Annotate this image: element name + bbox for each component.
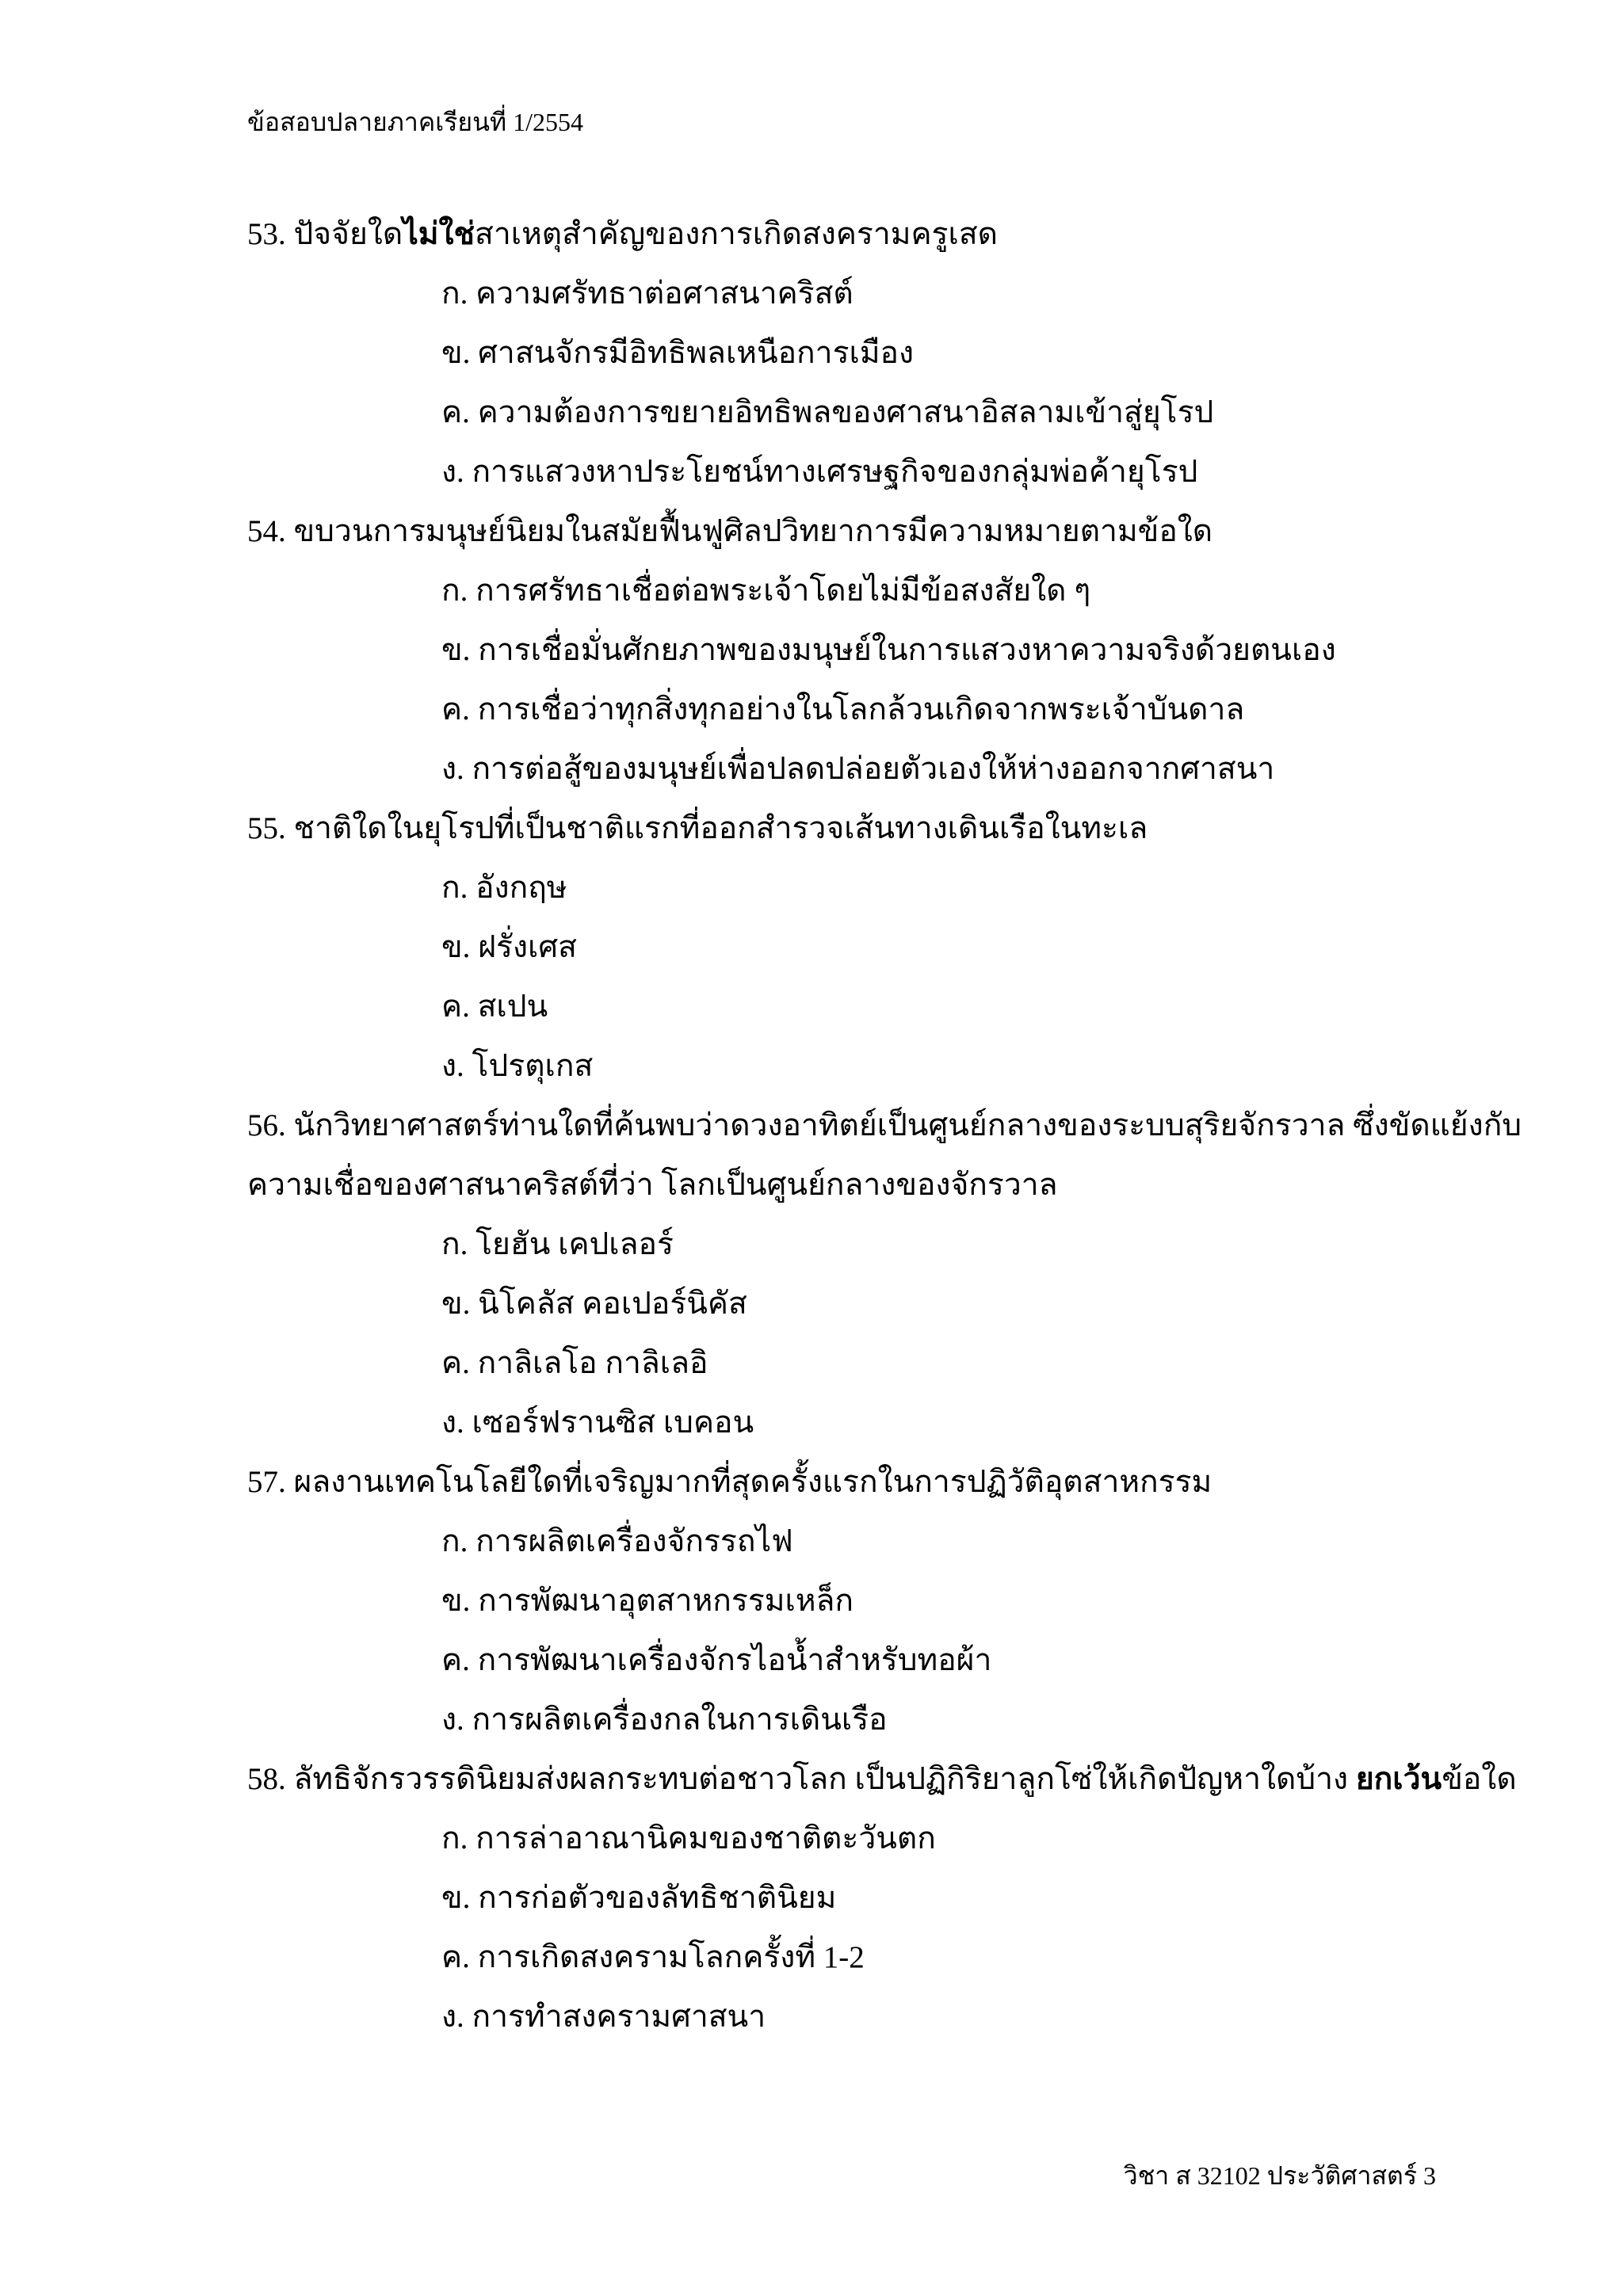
option-c: ค. การเกิดสงครามโลกครั้งที่ 1-2 — [441, 1940, 865, 1974]
question-text-part: 54. ขบวนการมนุษย์นิยมในสมัยฟื้นฟูศิลปวิทยาการมีความหมายตามข้อใด — [247, 514, 1213, 548]
question-text-part: 57. ผลงานเทคโนโลยีใดที่เจริญมากที่สุดครั้งแรกในการปฏิวัติอุตสาหกรรม — [247, 1465, 1212, 1499]
question-text-part: 53. ปัจจัยใด — [247, 217, 403, 251]
option-b: ข. ศาสนจักรมีอิทธิพลเหนือการเมือง — [441, 336, 915, 370]
question-emphasis: ยกเว้น — [1355, 1762, 1442, 1796]
question-text-continued — [247, 1155, 1452, 1215]
page-footer: วิชา ส 32102 ประวัติศาสตร์ 3 — [1123, 2161, 1436, 2190]
question-emphasis: ไม่ใช่ — [403, 217, 475, 251]
question-text — [247, 502, 1452, 561]
option-c: ค. กาลิเลโอ กาลิเลอิ — [441, 1346, 708, 1380]
option-a: ก. โยฮัน เคปเลอร์ — [441, 1227, 674, 1261]
option-c: ค. ความต้องการขยายอิทธิพลของศาสนาอิสลามเข้าสู่ยุโรป — [441, 395, 1214, 429]
question-text-part: ความเชื่อของศาสนาคริสต์ที่ว่า โลกเป็นศูนย์กลางของจักรวาล — [247, 1168, 1058, 1202]
option-d: ง. โปรตุเกส — [441, 1049, 594, 1083]
question-text-part: ข้อใด — [1442, 1762, 1517, 1796]
option-d: ง. การทำสงครามศาสนา — [441, 2000, 766, 2034]
option-b: ข. การเชื่อมั่นศักยภาพของมนุษย์ในการแสวงหาความจริงด้วยตนเอง — [441, 633, 1336, 667]
option-d: ง. การแสวงหาประโยชน์ทางเศรษฐกิจของกลุ่มพ่อค้ายุโรป — [441, 455, 1198, 489]
option-c: ค. สเปน — [441, 990, 548, 1024]
option-c: ค. การเชื่อว่าทุกสิ่งทุกอย่างในโลกล้วนเกิดจากพระเจ้าบันดาล — [441, 692, 1245, 727]
question-text-part: 56. นักวิทยาศาสตร์ท่านใดที่ค้นพบว่าดวงอาทิตย์เป็นศูนย์กลางของระบบสุริยจักรวาล ซึ่งขัดแย้งกับ — [247, 1108, 1522, 1142]
option-d: ง. การต่อสู้ของมนุษย์เพื่อปลดปล่อยตัวเองให้ห่างออกจากศาสนา — [441, 752, 1275, 786]
option-b: ข. ฝรั่งเศส — [441, 930, 577, 964]
question-list — [247, 204, 1522, 2046]
option-b: ข. การก่อตัวของลัทธิชาตินิยม — [441, 1881, 837, 1915]
question-57 — [247, 1452, 1452, 1749]
option-c: ค. การพัฒนาเครื่องจักรไอน้ำสำหรับทอผ้า — [441, 1643, 992, 1677]
question-53 — [247, 204, 1452, 502]
option-d: ง. เซอร์ฟรานซิส เบคอน — [441, 1405, 754, 1440]
question-text — [247, 1096, 1522, 1155]
question-55 — [247, 799, 1452, 1096]
question-text — [247, 1452, 1452, 1512]
option-a: ก. การล่าอาณานิคมของชาติตะวันตก — [441, 1821, 936, 1855]
option-a: ก. ความศรัทธาต่อศาสนาคริสต์ — [441, 277, 854, 311]
option-a: ก. การศรัทธาเชื่อต่อพระเจ้าโดยไม่มีข้อสงสัยใด ๆ — [441, 574, 1091, 608]
option-b: ข. การพัฒนาอุตสาหกรรมเหล็ก — [441, 1584, 854, 1618]
question-text-part: สาเหตุสำคัญของการเกิดสงครามครูเสด — [475, 217, 998, 251]
question-text-part: 55. ชาติใดในยุโรปที่เป็นชาติแรกที่ออกสำรวจเส้นทางเดินเรือในทะเล — [247, 811, 1148, 845]
question-text — [247, 799, 1452, 858]
question-text-part: 58. ลัทธิจักรวรรดินิยมส่งผลกระทบต่อชาวโลก เป็นปฏิกิริยาลูกโซ่ให้เกิดปัญหาใดบ้าง — [247, 1762, 1356, 1796]
option-b: ข. นิโคลัส คอเปอร์นิคัส — [441, 1287, 747, 1321]
question-54 — [247, 502, 1452, 799]
page-header: ข้อสอบปลายภาคเรียนที่ 1/2554 — [247, 108, 583, 136]
option-a: ก. การผลิตเครื่องจักรรถไฟ — [441, 1524, 793, 1558]
option-a: ก. อังกฤษ — [441, 871, 567, 905]
question-58 — [247, 1749, 1517, 2046]
question-56 — [247, 1096, 1522, 1452]
question-text — [247, 204, 1452, 264]
question-text — [247, 1749, 1517, 1809]
option-d: ง. การผลิตเครื่องกลในการเดินเรือ — [441, 1703, 888, 1737]
